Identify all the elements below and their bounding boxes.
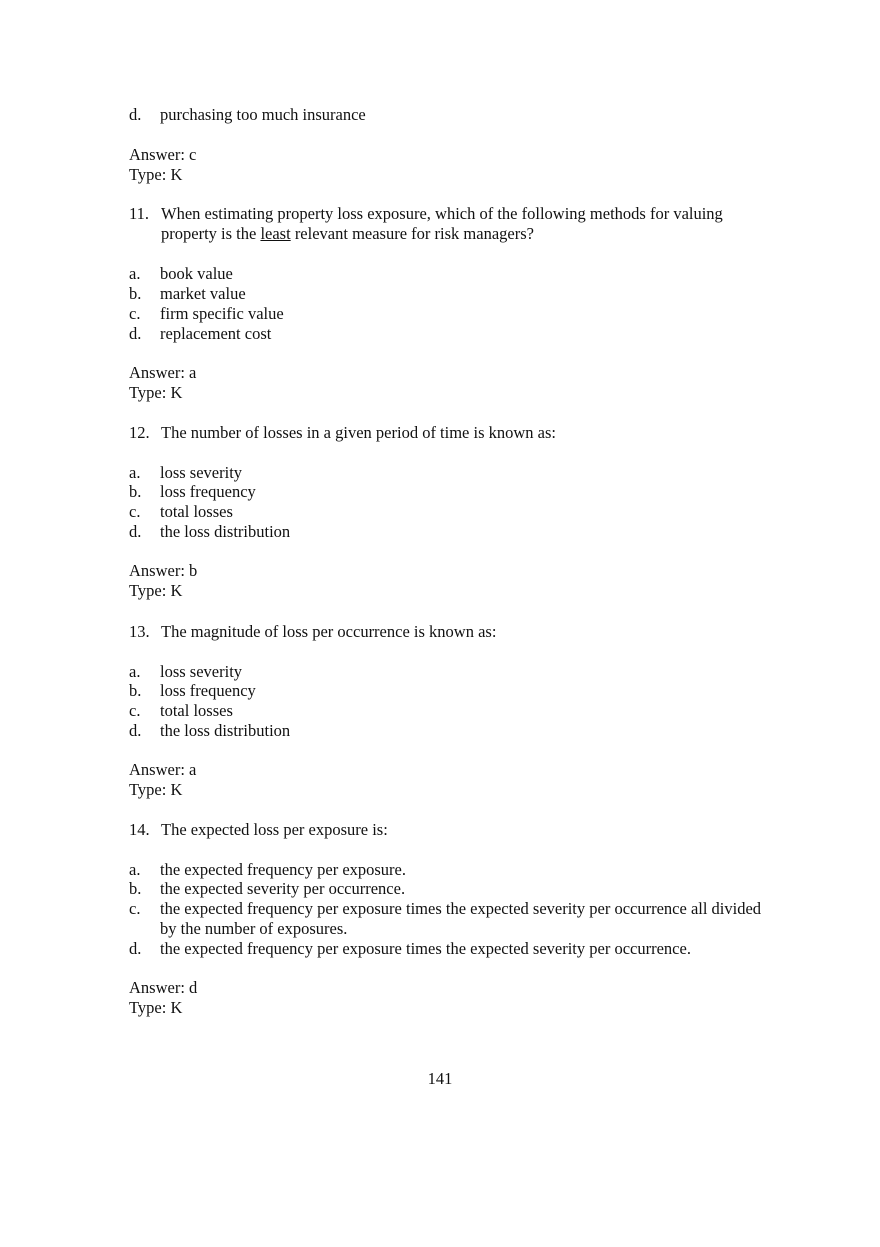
option-marker: c.: [129, 701, 141, 720]
option-text: book value: [160, 264, 233, 283]
q14-option-b: [129, 879, 405, 899]
q13-type: Type: K: [129, 780, 183, 799]
option-marker: b.: [129, 284, 142, 303]
q14-option-c: [129, 899, 769, 939]
option-text: total losses: [160, 701, 233, 720]
q12-option-b: [129, 482, 256, 502]
option-text: loss frequency: [160, 482, 256, 501]
option-text: loss severity: [160, 662, 243, 681]
option-text: the loss distribution: [160, 721, 291, 740]
option-text: purchasing too much insurance: [160, 105, 366, 124]
question-text: [129, 204, 769, 244]
q11-type: Type: K: [129, 383, 183, 402]
option-text: firm specific value: [160, 304, 284, 323]
q11-answer: Answer: a: [129, 363, 197, 382]
option-marker: d.: [129, 721, 142, 740]
q14-option-d: [129, 939, 691, 959]
q12-option-d: [129, 522, 290, 542]
option-marker: a.: [129, 860, 141, 879]
q13-option-d: [129, 721, 290, 741]
option-marker: c.: [129, 899, 141, 918]
q11-option-a: [129, 264, 233, 284]
prev-answer: Answer: c: [129, 145, 197, 164]
question-13: [129, 622, 769, 642]
option-marker: a.: [129, 463, 141, 482]
option-text: replacement cost: [160, 324, 272, 343]
question-number: 12.: [129, 423, 150, 442]
option-marker: d.: [129, 522, 142, 541]
question-text-part: When estimating property loss exposure, which of the following methods for valuing property is the: [161, 204, 723, 243]
option-marker: a.: [129, 662, 141, 681]
q12-answer: Answer: b: [129, 561, 198, 580]
q12-type: Type: K: [129, 581, 183, 600]
option-text: the expected frequency per exposure times the expected severity per occurrence.: [160, 939, 691, 958]
option-text: loss severity: [160, 463, 243, 482]
question-14: [129, 820, 769, 840]
q13-answer: Answer: a: [129, 760, 197, 779]
option-marker: d.: [129, 939, 142, 958]
option-marker: b.: [129, 482, 142, 501]
option-text: the expected frequency per exposure.: [160, 860, 407, 879]
question-text: The number of losses in a given period of time is known as:: [161, 423, 557, 442]
question-12: [129, 423, 769, 443]
option-text: the loss distribution: [160, 522, 291, 541]
option-marker: b.: [129, 681, 142, 700]
option-text: total losses: [160, 502, 233, 521]
q11-option-c: [129, 304, 284, 324]
option-text: the expected severity per occurrence.: [160, 879, 406, 898]
option-marker: a.: [129, 264, 141, 283]
question-number: 13.: [129, 622, 150, 641]
q12-option-a: [129, 463, 242, 483]
page-number: 141: [427, 1069, 453, 1088]
option-marker: b.: [129, 879, 142, 898]
q13-option-a: [129, 662, 242, 682]
q14-option-a: [129, 860, 406, 880]
prev-option-d: [129, 105, 366, 125]
question-text: The expected loss per exposure is:: [161, 820, 388, 839]
q11-option-b: [129, 284, 246, 304]
q11-option-d: [129, 324, 271, 344]
option-text: loss frequency: [160, 681, 256, 700]
q14-answer: Answer: d: [129, 978, 198, 997]
question-number: 11.: [129, 204, 150, 223]
option-text: the expected frequency per exposure times the expected severity per occurrence all divided by the number of exposures.: [160, 899, 762, 938]
q13-option-c: [129, 701, 233, 721]
question-text: The magnitude of loss per occurrence is known as:: [161, 622, 497, 641]
q13-option-b: [129, 681, 256, 701]
option-marker: c.: [129, 502, 141, 521]
q14-type: Type: K: [129, 998, 183, 1017]
underlined-word: least: [260, 224, 291, 243]
question-number: 14.: [129, 820, 150, 839]
option-marker: d.: [129, 105, 142, 124]
option-text: market value: [160, 284, 246, 303]
question-11: [129, 204, 769, 244]
option-marker: c.: [129, 304, 141, 323]
question-text-part: relevant measure for risk managers?: [290, 224, 534, 243]
prev-type: Type: K: [129, 165, 183, 184]
option-marker: d.: [129, 324, 142, 343]
q12-option-c: [129, 502, 233, 522]
